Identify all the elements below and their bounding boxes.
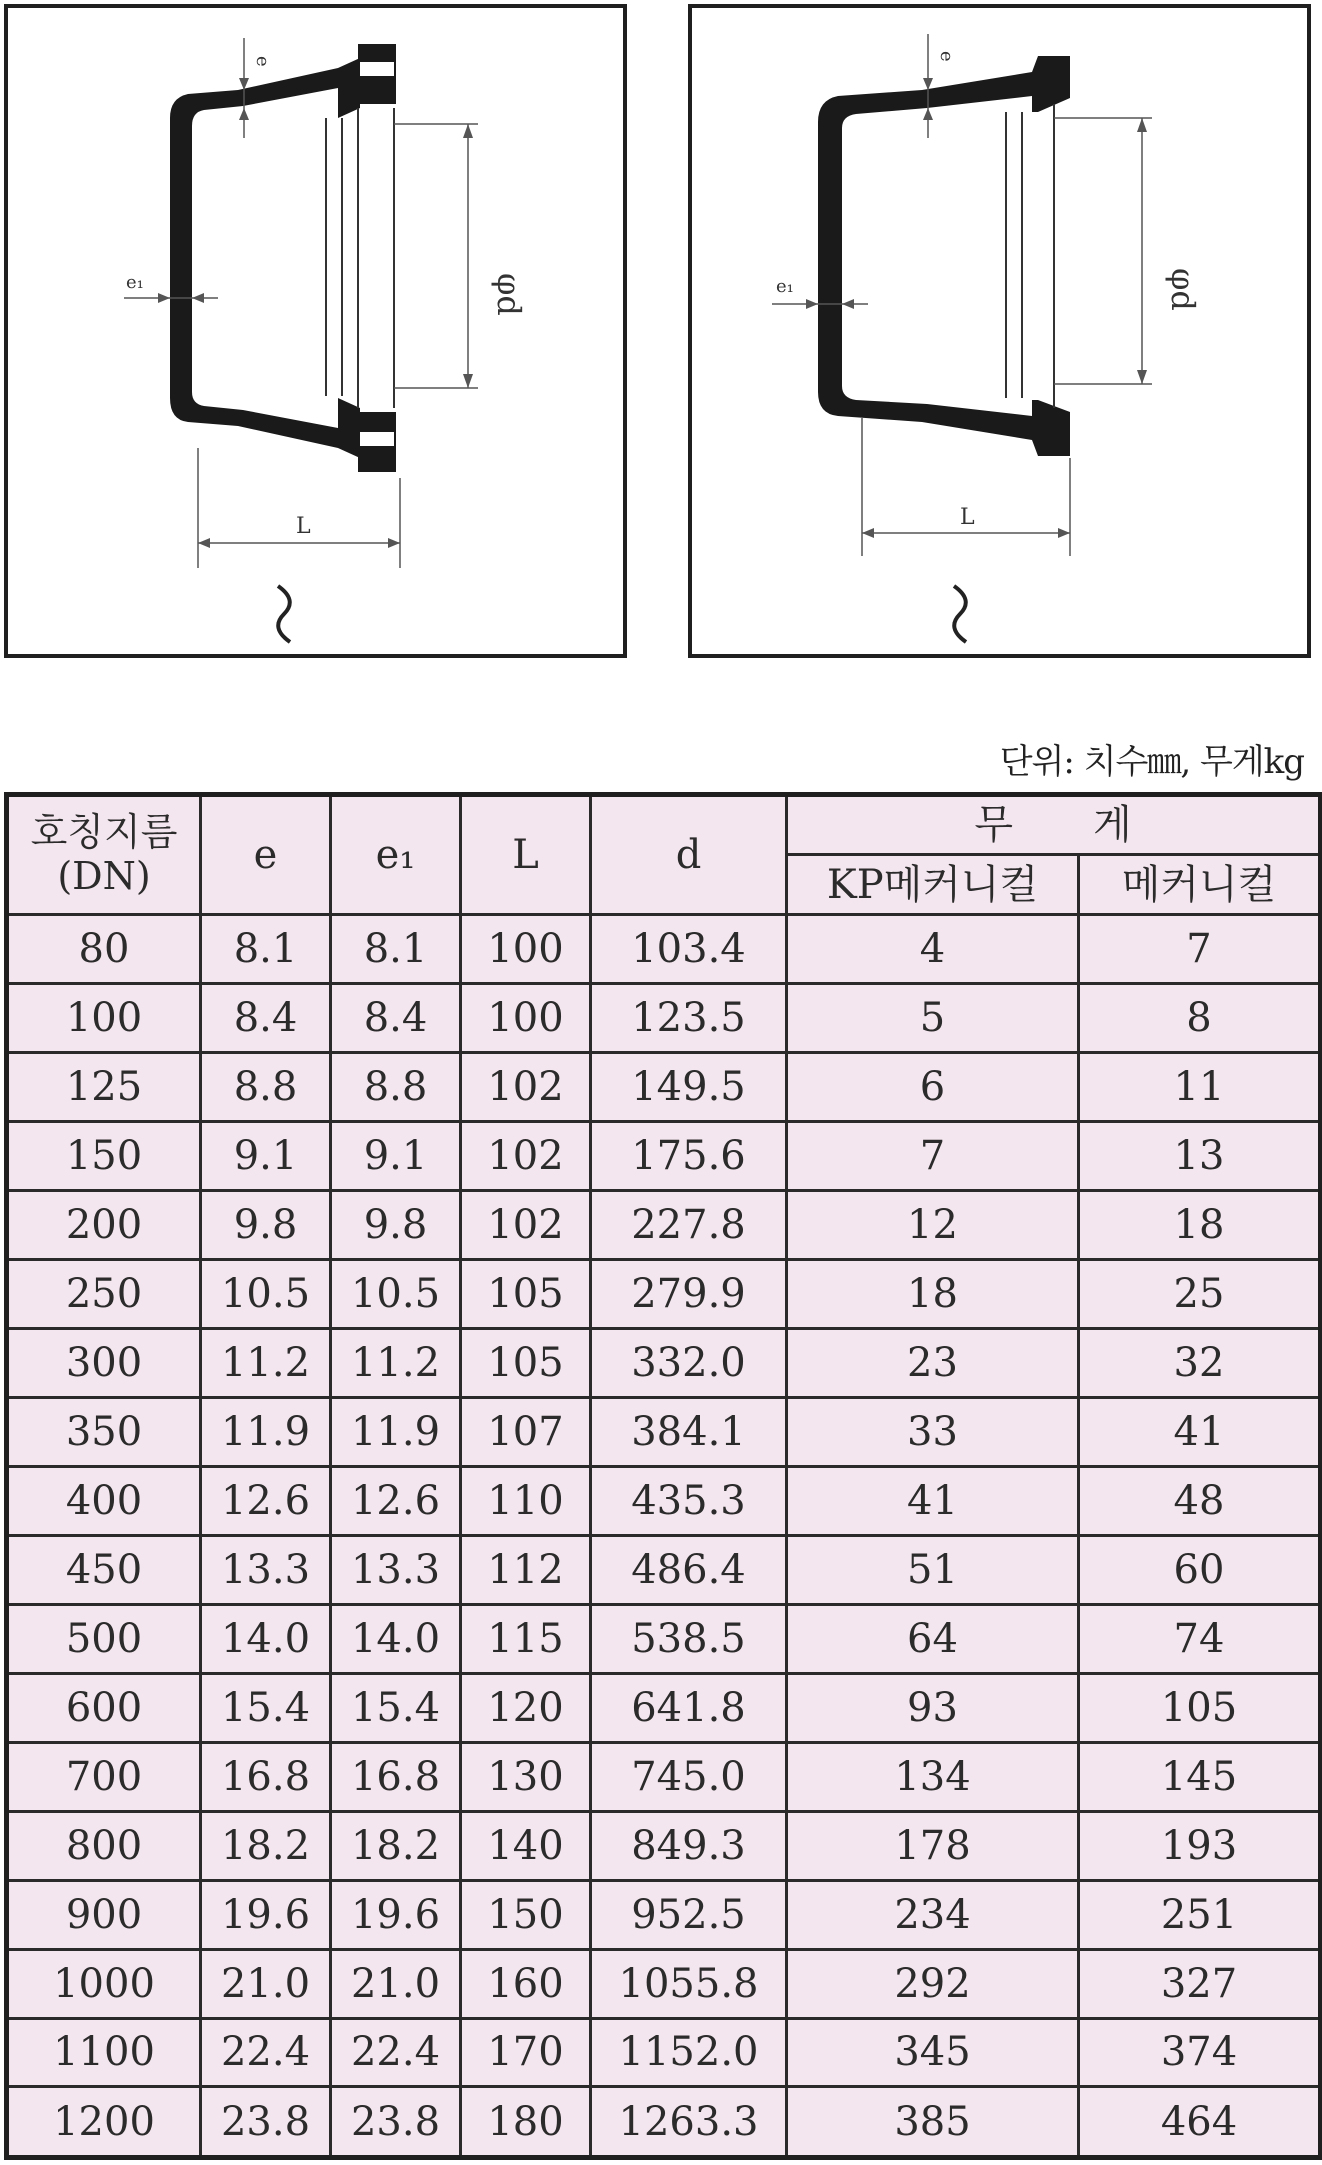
cell-weight-kp: 385 [787,2087,1079,2158]
header-d: d [591,795,787,915]
cell-weight-mech: 193 [1079,1811,1321,1880]
header-e1: e₁ [331,795,461,915]
cell-weight-mech: 25 [1079,1259,1321,1328]
cell-dn: 450 [7,1535,201,1604]
mechanical-cap-diagram [688,4,1311,658]
table-row [7,915,1321,984]
cell-L: 140 [461,1811,591,1880]
cell-weight-mech: 464 [1079,2087,1321,2158]
cell-d: 1152.0 [591,2018,787,2087]
cell-weight-mech: 374 [1079,2018,1321,2087]
cell-e1: 8.1 [331,915,461,984]
cell-weight-mech: 11 [1079,1052,1321,1121]
table-row [7,1397,1321,1466]
cell-e: 16.8 [201,1742,331,1811]
cell-e1: 9.8 [331,1190,461,1259]
cap-body-shape [818,72,1032,440]
cell-weight-mech: 60 [1079,1535,1321,1604]
table-body [7,915,1321,2158]
cell-e1: 13.3 [331,1535,461,1604]
cell-e1: 18.2 [331,1811,461,1880]
cell-e1: 8.8 [331,1052,461,1121]
flange-bottom [1032,400,1070,456]
cell-weight-mech: 74 [1079,1604,1321,1673]
cell-e: 10.5 [201,1259,331,1328]
cell-L: 112 [461,1535,591,1604]
cell-e1: 21.0 [331,1949,461,2018]
cell-weight-kp: 134 [787,1742,1079,1811]
e-label: e [252,56,273,67]
cell-e1: 8.4 [331,983,461,1052]
cell-L: 100 [461,983,591,1052]
cell-e1: 11.9 [331,1397,461,1466]
cell-d: 486.4 [591,1535,787,1604]
cell-weight-kp: 93 [787,1673,1079,1742]
cell-d: 279.9 [591,1259,787,1328]
cell-weight-kp: 41 [787,1466,1079,1535]
cell-e1: 15.4 [331,1673,461,1742]
cell-d: 745.0 [591,1742,787,1811]
squiggle-mark [954,586,966,642]
e1-label: e₁ [126,272,144,293]
cell-d: 1055.8 [591,1949,787,2018]
cell-L: 105 [461,1259,591,1328]
header-dn-sub: (DN) [57,854,151,898]
cell-weight-kp: 23 [787,1328,1079,1397]
cell-d: 952.5 [591,1880,787,1949]
cell-weight-kp: 18 [787,1259,1079,1328]
header-dn-label: 호칭지름 [30,810,178,855]
cell-weight-kp: 33 [787,1397,1079,1466]
cell-dn: 150 [7,1121,201,1190]
cell-d: 123.5 [591,983,787,1052]
header-dn [7,795,201,915]
cell-weight-kp: 51 [787,1535,1079,1604]
table-row [7,1742,1321,1811]
table-row [7,983,1321,1052]
cell-weight-mech: 13 [1079,1121,1321,1190]
cell-weight-kp: 6 [787,1052,1079,1121]
cell-e: 21.0 [201,1949,331,2018]
table-row [7,1811,1321,1880]
flanged-cap-drawing [8,8,623,654]
table-row [7,1880,1321,1949]
cell-e1: 14.0 [331,1604,461,1673]
cell-L: 105 [461,1328,591,1397]
cell-dn: 600 [7,1673,201,1742]
cell-e: 12.6 [201,1466,331,1535]
cell-dn: 80 [7,915,201,984]
cell-e: 11.2 [201,1328,331,1397]
cell-e1: 19.6 [331,1880,461,1949]
cell-dn: 100 [7,983,201,1052]
table-row [7,1328,1321,1397]
cell-e: 9.1 [201,1121,331,1190]
cell-L: 110 [461,1466,591,1535]
cell-d: 227.8 [591,1190,787,1259]
cell-dn: 800 [7,1811,201,1880]
cell-e: 18.2 [201,1811,331,1880]
L-label: L [960,505,975,530]
cell-e: 9.8 [201,1190,331,1259]
cell-dn: 300 [7,1328,201,1397]
cell-L: 180 [461,2087,591,2158]
cell-dn: 200 [7,1190,201,1259]
cell-dn: 900 [7,1880,201,1949]
cell-L: 170 [461,2018,591,2087]
header-weight-mech: 메커니컬 [1079,855,1321,915]
table-row [7,1259,1321,1328]
cell-weight-mech: 7 [1079,915,1321,984]
cell-e: 19.6 [201,1880,331,1949]
cell-e: 13.3 [201,1535,331,1604]
cell-weight-kp: 234 [787,1880,1079,1949]
cell-dn: 700 [7,1742,201,1811]
flange-bottom-hole [360,432,394,446]
cell-L: 102 [461,1190,591,1259]
cell-d: 103.4 [591,915,787,984]
flange-top [1032,56,1070,112]
L-label: L [296,514,311,539]
e-label: e [936,51,957,62]
cell-L: 102 [461,1121,591,1190]
unit-note: 단위: 치수㎜, 무게kg [999,742,1304,782]
cell-dn: 400 [7,1466,201,1535]
d-label: φd [490,273,528,316]
cell-weight-kp: 12 [787,1190,1079,1259]
cell-weight-kp: 345 [787,2018,1079,2087]
cell-e1: 12.6 [331,1466,461,1535]
cell-L: 107 [461,1397,591,1466]
d-label: φd [1164,268,1202,311]
cell-d: 1263.3 [591,2087,787,2158]
table-row [7,1052,1321,1121]
cell-e1: 22.4 [331,2018,461,2087]
dimension-table-container [4,792,1318,2160]
table-row [7,1535,1321,1604]
cell-weight-kp: 64 [787,1604,1079,1673]
table-row [7,1949,1321,2018]
cell-dn: 1200 [7,2087,201,2158]
cell-dn: 1000 [7,1949,201,2018]
cell-d: 435.3 [591,1466,787,1535]
table-row [7,2018,1321,2087]
cell-e1: 23.8 [331,2087,461,2158]
cell-e: 11.9 [201,1397,331,1466]
cell-L: 130 [461,1742,591,1811]
table-row [7,1121,1321,1190]
cell-weight-mech: 327 [1079,1949,1321,2018]
cell-e1: 9.1 [331,1121,461,1190]
flanged-cap-diagram [4,4,627,658]
header-weight-kp: KP메커니컬 [787,855,1079,915]
cell-L: 100 [461,915,591,984]
cell-weight-kp: 178 [787,1811,1079,1880]
cell-L: 102 [461,1052,591,1121]
cell-weight-mech: 251 [1079,1880,1321,1949]
table-row [7,1466,1321,1535]
cell-d: 332.0 [591,1328,787,1397]
e1-label: e₁ [776,276,794,297]
cell-e1: 16.8 [331,1742,461,1811]
cell-weight-mech: 8 [1079,983,1321,1052]
cell-e: 15.4 [201,1673,331,1742]
cell-d: 849.3 [591,1811,787,1880]
cell-weight-kp: 5 [787,983,1079,1052]
cell-e: 23.8 [201,2087,331,2158]
cell-d: 149.5 [591,1052,787,1121]
cell-weight-mech: 145 [1079,1742,1321,1811]
header-e: e [201,795,331,915]
flange-top-hole [360,62,394,76]
table-row [7,2087,1321,2158]
cell-d: 384.1 [591,1397,787,1466]
cell-dn: 350 [7,1397,201,1466]
cell-e1: 10.5 [331,1259,461,1328]
cell-weight-mech: 18 [1079,1190,1321,1259]
cell-dn: 125 [7,1052,201,1121]
cell-e: 8.8 [201,1052,331,1121]
cell-weight-mech: 105 [1079,1673,1321,1742]
cell-dn: 250 [7,1259,201,1328]
cap-body-shape [170,68,338,448]
table-row [7,1673,1321,1742]
table-row [7,1604,1321,1673]
cell-e: 14.0 [201,1604,331,1673]
cell-weight-mech: 48 [1079,1466,1321,1535]
cell-weight-kp: 7 [787,1121,1079,1190]
header-L: L [461,795,591,915]
cell-L: 120 [461,1673,591,1742]
cell-weight-mech: 41 [1079,1397,1321,1466]
cell-L: 160 [461,1949,591,2018]
cell-d: 641.8 [591,1673,787,1742]
cell-L: 115 [461,1604,591,1673]
cell-e: 22.4 [201,2018,331,2087]
cell-dn: 1100 [7,2018,201,2087]
cell-e: 8.1 [201,915,331,984]
dimension-table [4,792,1322,2160]
squiggle-mark [278,586,290,642]
cell-d: 175.6 [591,1121,787,1190]
cell-e1: 11.2 [331,1328,461,1397]
cell-L: 150 [461,1880,591,1949]
table-row [7,1190,1321,1259]
cell-dn: 500 [7,1604,201,1673]
cell-weight-mech: 32 [1079,1328,1321,1397]
cell-weight-kp: 4 [787,915,1079,984]
header-weight: 무 게 [787,795,1321,855]
cell-weight-kp: 292 [787,1949,1079,2018]
mechanical-cap-drawing [692,8,1307,654]
cell-e: 8.4 [201,983,331,1052]
cell-d: 538.5 [591,1604,787,1673]
